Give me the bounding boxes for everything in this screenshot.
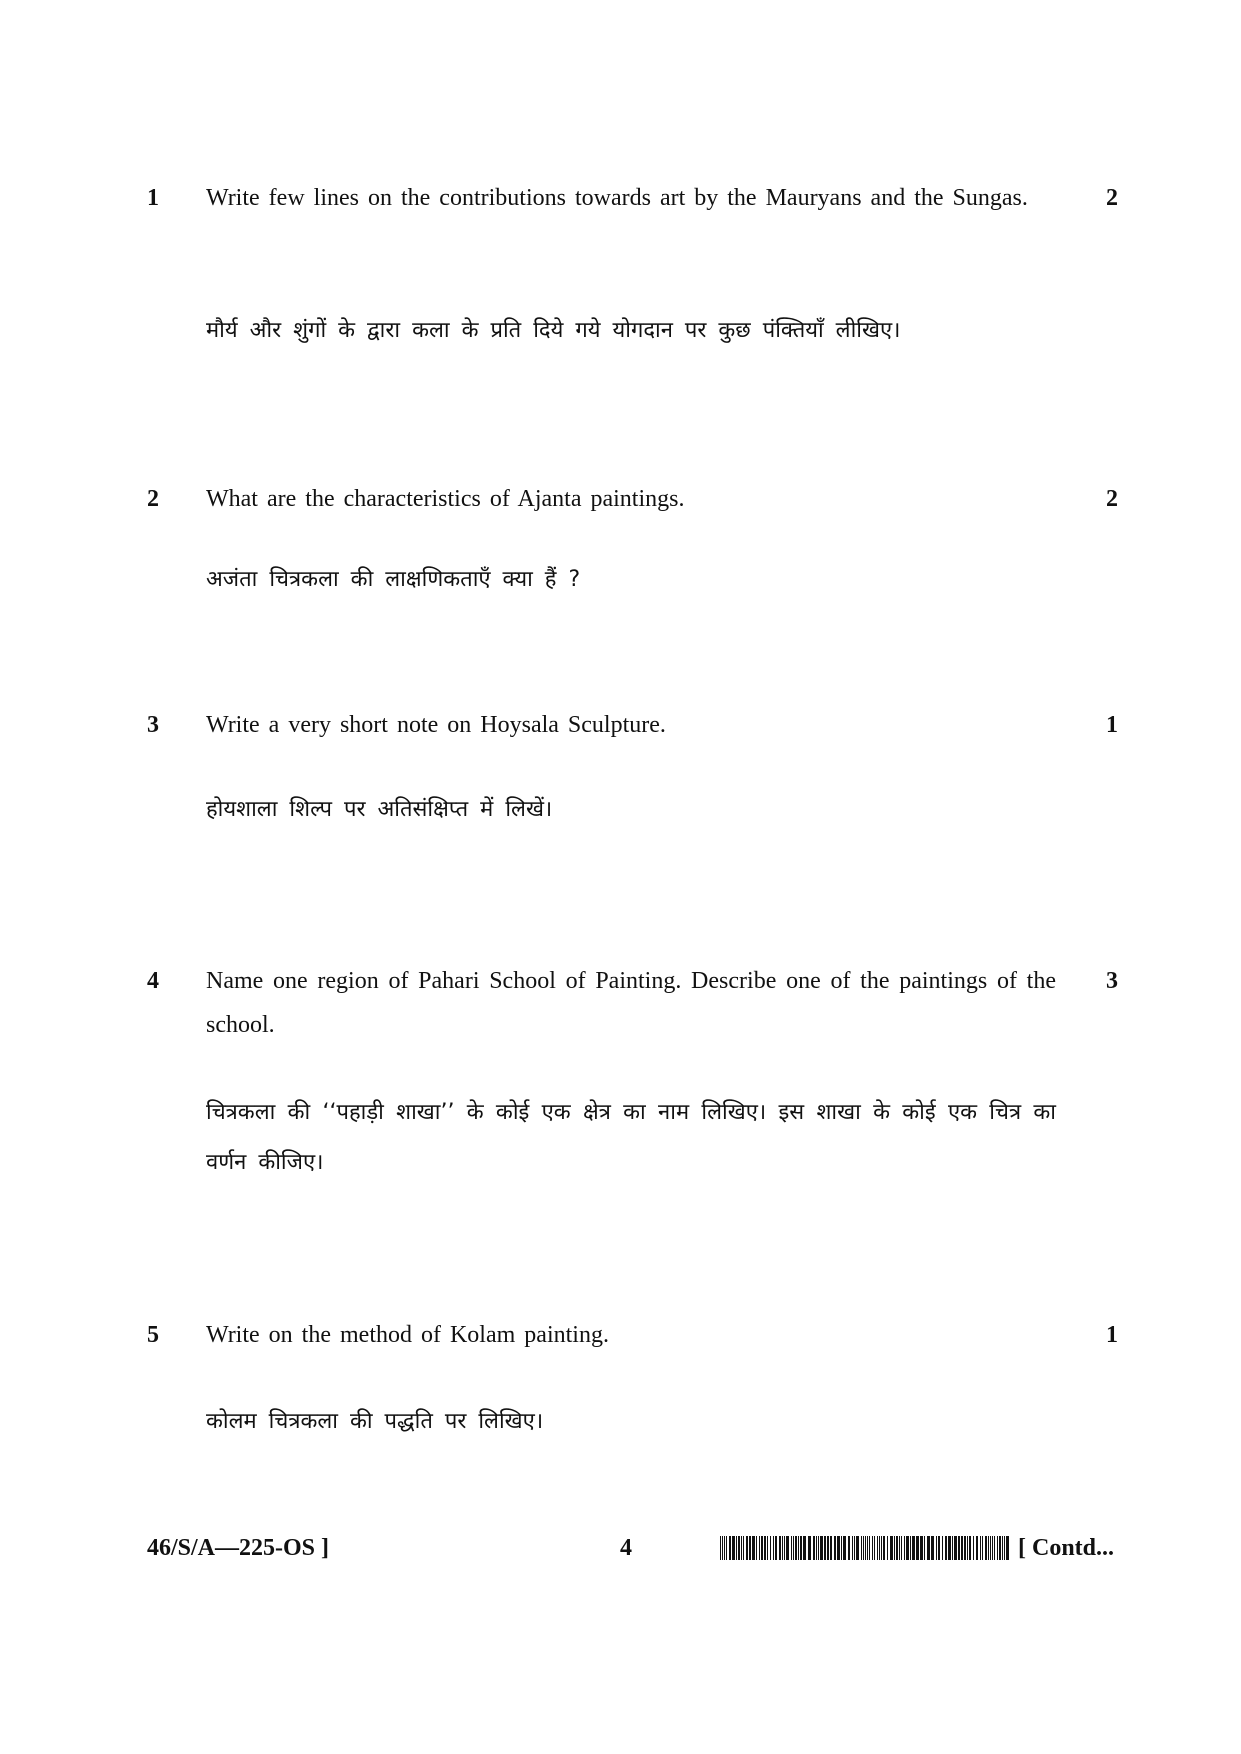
question-number: 5 xyxy=(147,1322,159,1348)
paper-code: 46/S/A—225-OS ] xyxy=(147,1535,330,1561)
question-text-hindi: चित्रकला की ‘‘पहाड़ी शाखा’’ के कोई एक क्षेत्र का नाम लिखिए। इस शाखा के कोई एक चित्र का वर्णन कीजिए। xyxy=(206,1100,1056,1175)
question-marks: 2 xyxy=(1106,486,1118,512)
question-marks: 3 xyxy=(1106,968,1118,994)
question-text-hindi: होयशाला शिल्प पर अतिसंक्षिप्त में लिखें। xyxy=(206,797,553,822)
continued-label: [ Contd... xyxy=(1018,1535,1115,1561)
barcode-icon xyxy=(720,1536,1010,1560)
question-marks: 2 xyxy=(1106,185,1118,211)
question-number: 1 xyxy=(147,185,159,211)
question-marks: 1 xyxy=(1106,1322,1118,1348)
question-text-hindi: मौर्य और शुंगों के द्वारा कला के प्रति दिये गये योगदान पर कुछ पंक्तियाँ लीखिए। xyxy=(206,318,901,343)
question-text-english: Write few lines on the contributions towards art by the Mauryans and the Sungas. xyxy=(206,185,1028,211)
question-text-english: Write on the method of Kolam painting. xyxy=(206,1322,609,1348)
question-text-hindi: अजंता चित्रकला की लाक्षणिकताएँ क्या हैं ? xyxy=(206,567,581,592)
question-marks: 1 xyxy=(1106,712,1118,738)
page-footer xyxy=(0,1528,1241,1568)
question-text-english: Write a very short note on Hoysala Sculpture. xyxy=(206,712,666,738)
question-number: 3 xyxy=(147,712,159,738)
question-text-hindi: कोलम चित्रकला की पद्धति पर लिखिए। xyxy=(206,1409,544,1434)
question-number: 4 xyxy=(147,968,159,994)
question-text-english: Name one region of Pahari School of Painting. Describe one of the paintings of the school. xyxy=(206,968,1056,1038)
page-number: 4 xyxy=(620,1535,632,1561)
question-text-english: What are the characteristics of Ajanta paintings. xyxy=(206,486,685,512)
question-number: 2 xyxy=(147,486,159,512)
